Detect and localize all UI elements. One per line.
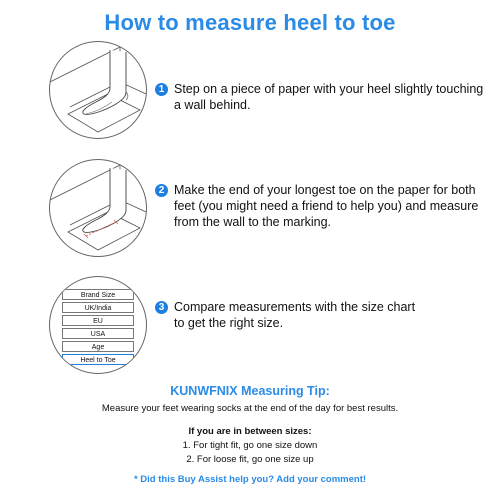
tip-text: Measure your feet wearing socks at the end of the day for best results. bbox=[101, 403, 399, 414]
step-2-text bbox=[157, 182, 492, 230]
between-sizes-item: 2. For loose fit, go one size up bbox=[186, 454, 314, 465]
size-chart-row-highlight: Heel to Toe bbox=[62, 354, 134, 365]
between-sizes-title: If you are in between sizes: bbox=[188, 426, 312, 437]
step-3-number-badge: 3 bbox=[155, 301, 168, 314]
step-3-text bbox=[157, 299, 417, 331]
size-chart-row: UK/India bbox=[62, 302, 134, 313]
step-1-illustration bbox=[49, 41, 147, 139]
step-2-illustration bbox=[49, 159, 147, 257]
step-3-illustration bbox=[49, 276, 147, 374]
step-1-number-badge: 1 bbox=[155, 83, 168, 96]
feedback-footer[interactable]: * Did this Buy Assist help you? Add your comment! bbox=[133, 474, 367, 485]
step-1-text bbox=[157, 81, 492, 113]
size-chart-row: Brand Size bbox=[62, 289, 134, 300]
size-chart-row: EU bbox=[62, 315, 134, 326]
size-chart-row: Age bbox=[62, 341, 134, 352]
toe-marking-drawing bbox=[50, 160, 146, 256]
step-2-label: Make the end of your longest toe on the paper for both feet (you might need a friend to help you) and measure from the wall to the marking. bbox=[174, 183, 479, 229]
tip-title: KUNWFNIX Measuring Tip: bbox=[170, 384, 330, 398]
between-sizes-item: 1. For tight fit, go one size down bbox=[182, 440, 318, 451]
size-chart bbox=[62, 289, 134, 367]
step-3-label: Compare measurements with the size chart to get the right size. bbox=[174, 300, 416, 330]
step-1-label: Step on a piece of paper with your heel slightly touching a wall behind. bbox=[174, 82, 484, 112]
page-title: How to measure heel to toe bbox=[104, 10, 396, 35]
size-chart-row: USA bbox=[62, 328, 134, 339]
step-2-number-badge: 2 bbox=[155, 184, 168, 197]
foot-wall-drawing bbox=[50, 42, 146, 138]
